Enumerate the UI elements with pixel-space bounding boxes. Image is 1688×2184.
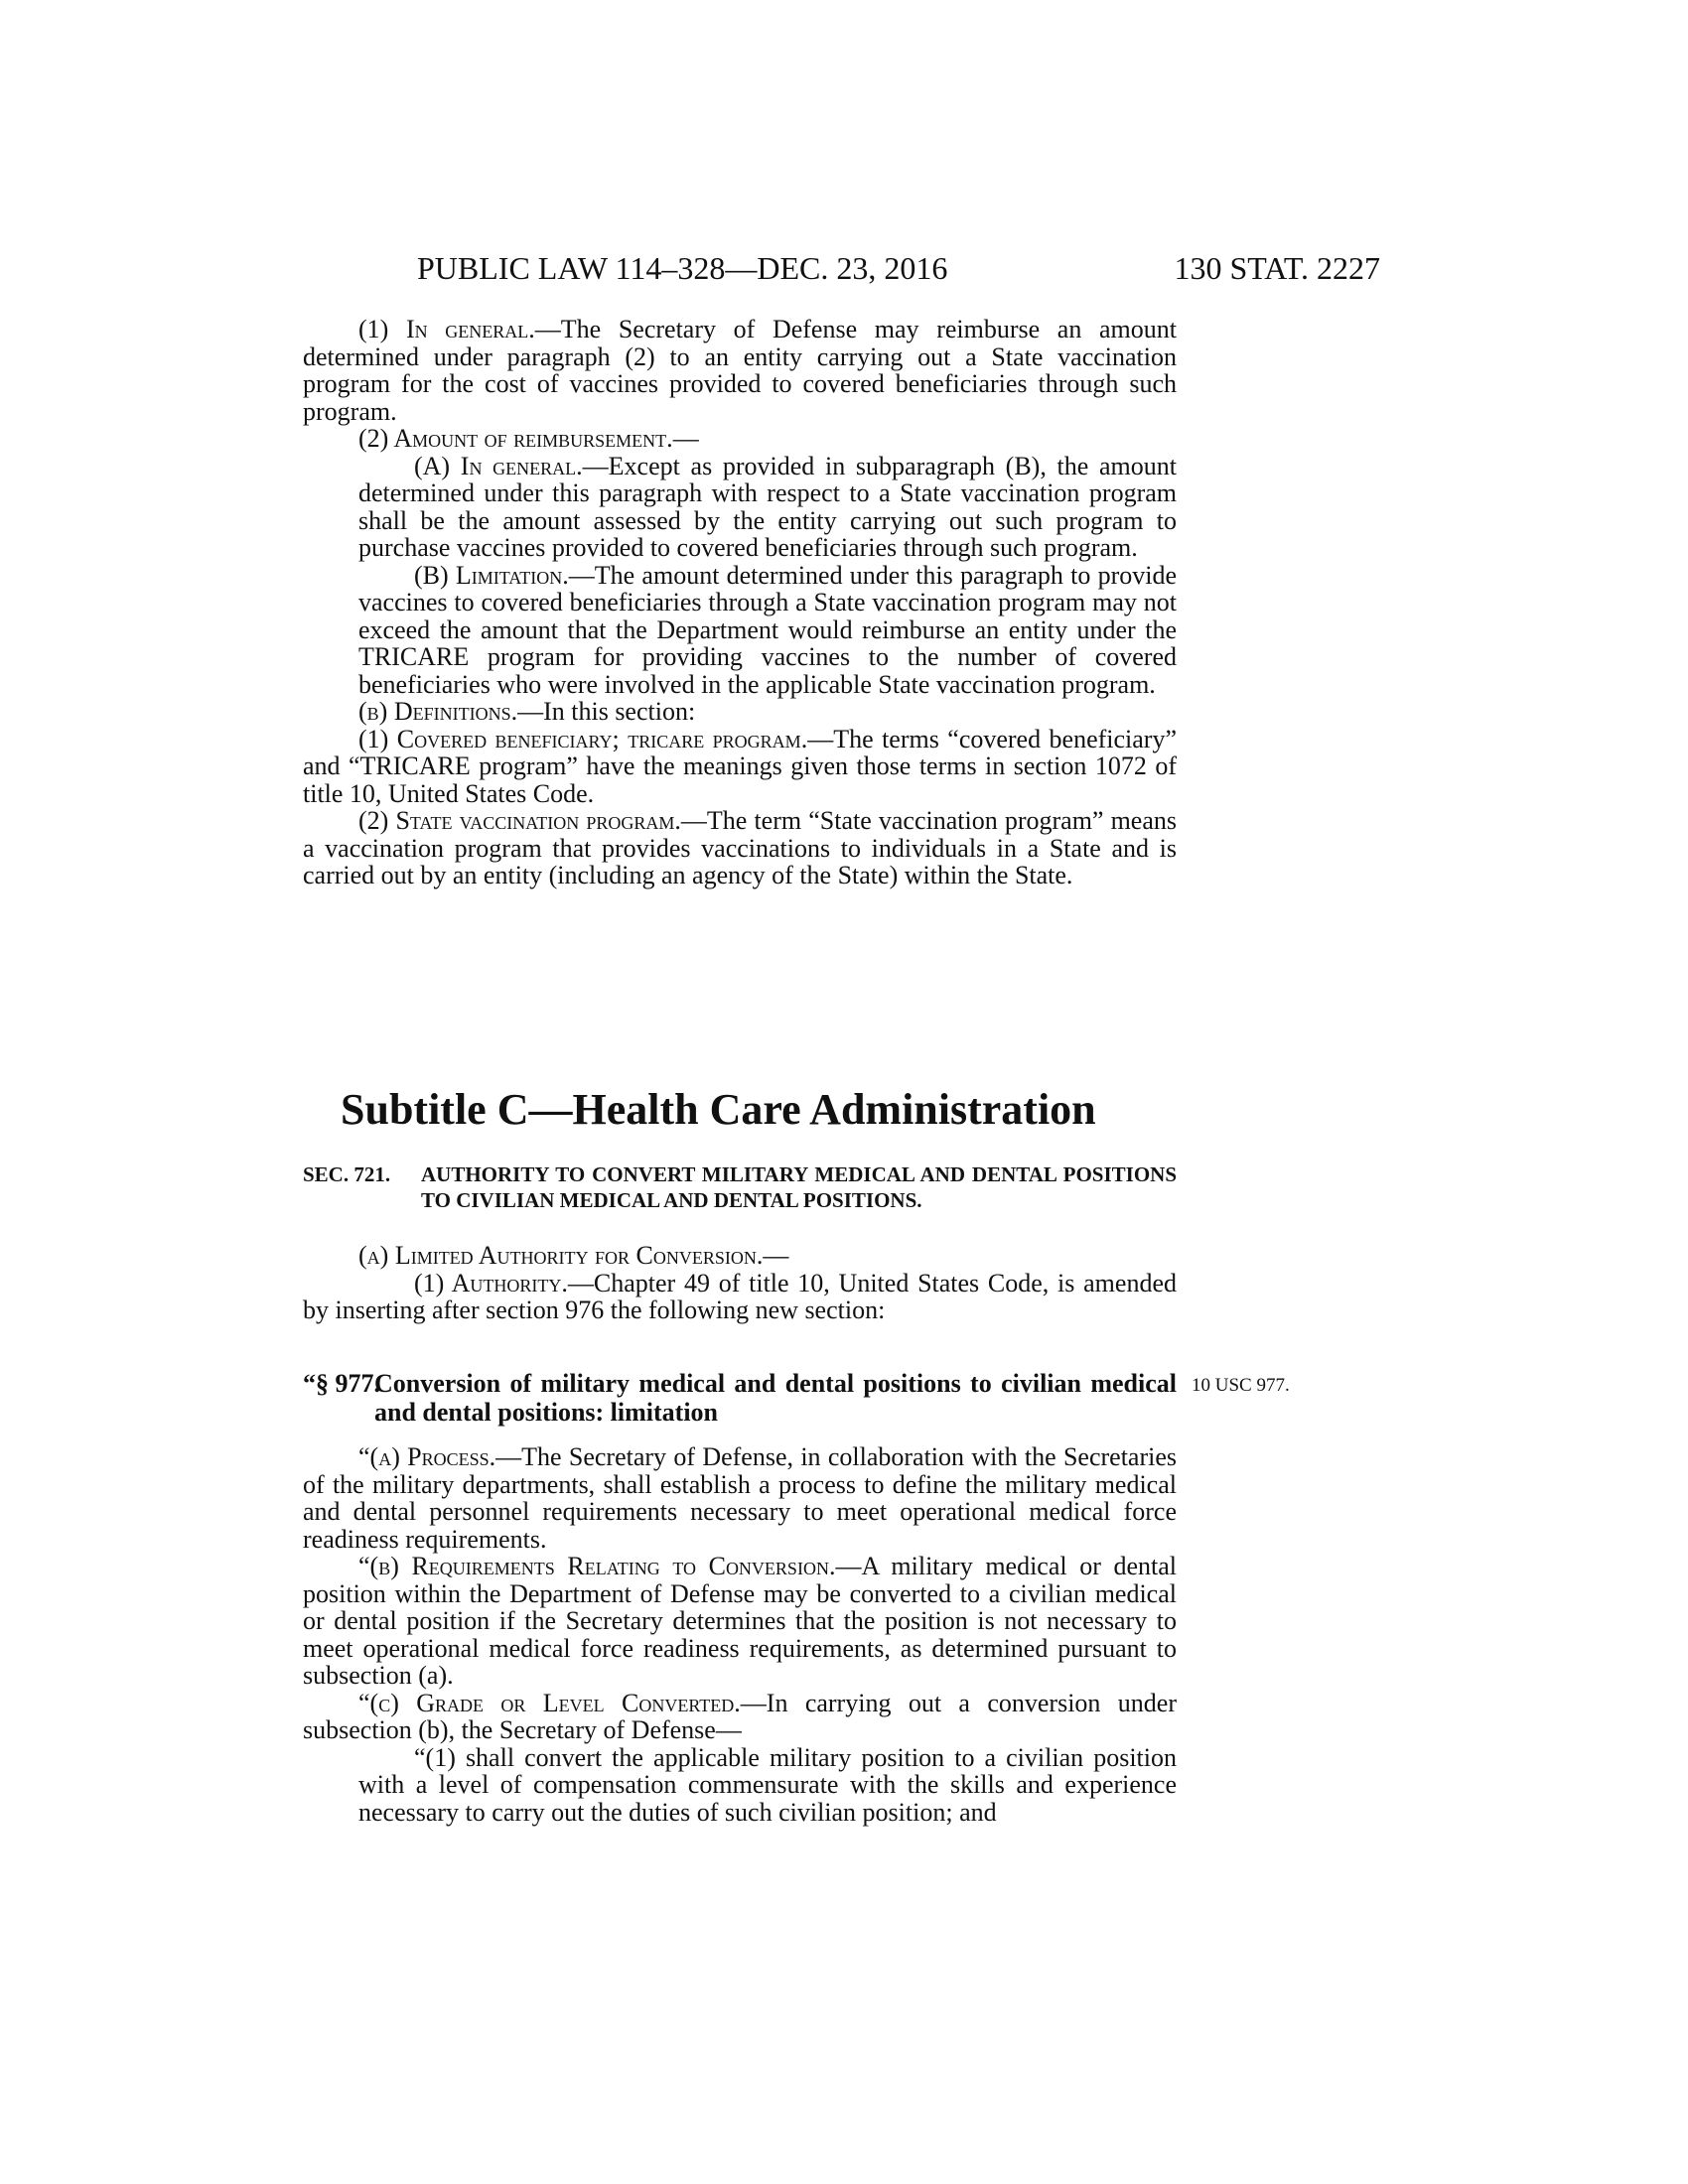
heading-requirements-relating-to-conversion: “(b) Requirements Relating to Conversion. bbox=[358, 1552, 836, 1580]
subsection-b-definitions bbox=[269, 698, 1177, 726]
subsection-a-limited-authority bbox=[303, 1242, 1177, 1270]
heading-authority: (1) Authority. bbox=[414, 1268, 568, 1297]
vaccination-block bbox=[303, 316, 1177, 889]
heading-a-in-general: (A) In general. bbox=[414, 451, 583, 480]
paragraph-text: —The Secretary of Defense may reimburse an amount determined under paragraph (2) to an entity carrying out a State vaccination program for the cost of vaccines provided to covered beneficiaries through such program. bbox=[303, 315, 1177, 426]
paragraph-text: —Chapter 49 of title 10, United States Code, is amended by inserting after section 976 the following new section: bbox=[303, 1268, 1177, 1324]
heading-process: “(a) Process. bbox=[358, 1442, 496, 1471]
paragraph-2-amount bbox=[303, 425, 1177, 453]
section-977-mark: “§ 977. bbox=[303, 1369, 380, 1398]
paragraph-text: —In this section: bbox=[517, 697, 696, 726]
paragraph-1-authority bbox=[247, 1270, 1177, 1324]
header-public-law: PUBLIC LAW 114–328—DEC. 23, 2016 bbox=[417, 250, 948, 286]
paragraph-c-1 bbox=[303, 1744, 1177, 1827]
subsection-a-process bbox=[303, 1443, 1177, 1553]
subparagraph-a bbox=[303, 453, 1177, 562]
paragraph-text: “(1) shall convert the applicable military position to a civilian position with a level of compensation commensurate with the skills and experience necessary to carry out the duties of such civilian position; and bbox=[358, 1742, 1177, 1827]
header-stat-page: 130 STAT. 2227 bbox=[1174, 250, 1380, 286]
paragraph-text: —In carrying out a conversion under subsection (b), the Secretary of Defense— bbox=[303, 1688, 1177, 1744]
section-721-heading bbox=[303, 1161, 1177, 1213]
subparagraph-b bbox=[303, 562, 1177, 699]
paragraph-text: —The terms “covered beneficiary” and “TRICARE program” have the meanings given those terms in section 1072 of title 10, United States Code. bbox=[303, 724, 1178, 808]
paragraph-text: —Except as provided in subparagraph (B), the amount determined under this paragraph with respect to a State vaccination program shall be the amount assessed by the entity carrying out such program to purchase vaccines provided to covered beneficiaries through such program. bbox=[358, 451, 1177, 562]
heading-definitions: (b) Definitions. bbox=[358, 697, 518, 726]
paragraph-text: —A military medical or dental position within the Department of Defense may be converted to a civilian medical or dental position if the Secretary determines that the position is not necessary to meet operational medical force readiness requirements, as determined pursuant to subsection (a). bbox=[303, 1552, 1177, 1690]
subtitle-heading: Subtitle C—Health Care Administration bbox=[341, 1085, 1096, 1134]
section-977-body bbox=[303, 1443, 1177, 1826]
section-977-heading bbox=[303, 1369, 1177, 1427]
section-977-title: Conversion of military medical and dental positions to civilian medical and dental positions: limitation bbox=[374, 1369, 1177, 1427]
heading-covered-beneficiary: (1) Covered beneficiary; tricare program. bbox=[358, 724, 808, 753]
subsection-b-requirements bbox=[303, 1553, 1177, 1690]
subsection-c-grade-or-level bbox=[303, 1690, 1177, 1744]
definition-state-vaccination-program bbox=[303, 807, 1177, 889]
paragraph-text: —The term “State vaccination program” means a vaccination program that provides vaccinations to individuals in a State and is carried out by an entity (including an agency of the State) within the State. bbox=[303, 806, 1177, 889]
section-title: AUTHORITY TO CONVERT MILITARY MEDICAL AND DENTAL POSITIONS TO CIVILIAN MEDICAL AND DENTAL POSITIONS. bbox=[421, 1162, 1177, 1212]
paragraph-1-in-general bbox=[303, 316, 1177, 425]
paragraph-text: —The Secretary of Defense, in collaboration with the Secretaries of the military departments, shall establish a process to define the military medical and dental personnel requirements necessary to meet operational medical force readiness requirements. bbox=[303, 1442, 1177, 1554]
heading-grade-or-level-converted: “(c) Grade or Level Converted. bbox=[358, 1688, 741, 1717]
section-number: SEC. 721. bbox=[303, 1162, 391, 1186]
paragraph-text: — bbox=[672, 424, 699, 453]
heading-b-limitation: (B) Limitation. bbox=[414, 560, 569, 590]
heading-limited-authority: (a) Limited Authority for Conversion. bbox=[358, 1241, 764, 1270]
paragraph-text: — bbox=[763, 1241, 789, 1270]
paragraph-text: —The amount determined under this paragraph to provide vaccines to covered beneficiaries through a State vaccination program may not exceed the amount that the Department would reimburse an entity under the TRICARE program for providing vaccines to the number of covered beneficiaries who were involved in the applicable State vaccination program. bbox=[358, 560, 1177, 699]
running-header bbox=[417, 250, 1380, 290]
heading-amount-of-reimbursement: (2) Amount of reimbursement. bbox=[358, 424, 673, 453]
heading-state-vaccination-program: (2) State vaccination program. bbox=[358, 806, 681, 835]
margin-citation-note: 10 USC 977. bbox=[1192, 1375, 1290, 1396]
heading-in-general: (1) In general. bbox=[358, 315, 535, 343]
definition-covered-beneficiary bbox=[303, 726, 1177, 808]
conversion-authority-block bbox=[303, 1242, 1177, 1324]
